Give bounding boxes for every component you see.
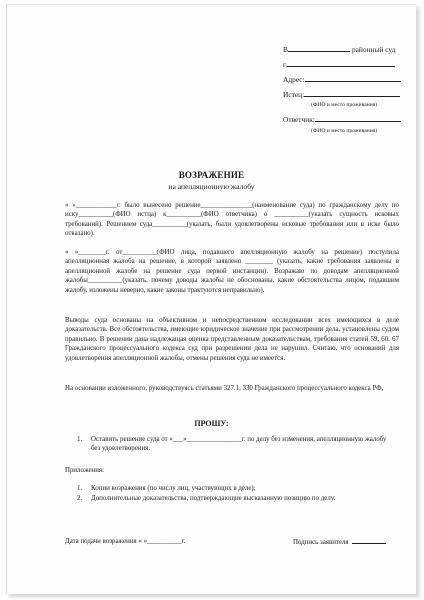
- paragraph-1: « »____________г. было вынесено решение_______________(наименование суда) по гражданскому делу по иску__________(ФИО истца) к__________(ФИО ответчика) о __________(указать сущность исковых требований). Решением суда__________(указать, были удовлетворены исковые требования или в иске было отказано).: [65, 202, 399, 238]
- attachment-text: Дополнительные доказательства, подтверждающие высказанную позицию по делу.: [91, 495, 336, 502]
- paragraph-3: Выводы суда основаны на объективном и непосредственном исследовании всех имеющихся в деле доказательств. Все обстоятельства, имеющие юридическое значение при рассмотрении дела, установлены судом правильно. В решении дана надлежащая оценка представленным доказательствам, требования статей 59, 60, 67 Гражданского процессуального кодекса суд при разрешении дела не нарушил. Считаю, что оснований для удовлетворения апелляционной жалобы, отмены решения суда не имеется.: [65, 317, 399, 362]
- address-blank[interactable]: [305, 75, 401, 82]
- date-of-filing: Дата подачи возражения « »__________г.: [65, 538, 186, 545]
- plaintiff-blank[interactable]: [304, 90, 400, 97]
- address-label: Адрес:: [283, 75, 305, 84]
- city-line: [283, 60, 395, 69]
- plaintiff-hint: (ФИО и место проживания): [311, 102, 378, 108]
- address-line: [283, 75, 401, 84]
- court-label: районный суд: [351, 45, 396, 54]
- request-item-number: 1.: [77, 436, 83, 443]
- court-blank[interactable]: [288, 45, 350, 52]
- request-heading: ПРОШУ:: [194, 419, 229, 428]
- plaintiff-line: [283, 90, 400, 99]
- document-title: ВОЗРАЖЕНИЕ: [178, 170, 245, 180]
- respondent-blank[interactable]: [315, 115, 401, 122]
- court-prefix: В: [283, 45, 288, 54]
- request-item-text: Оставить решение суда от «___»________________г. по делу без изменения, апелляционную жалобу без удовлетворения.: [91, 436, 387, 453]
- attachment-number: 2.: [77, 495, 83, 502]
- paragraph-2: « »________г. от__________(ФИО лица, подавшего апелляционную жалобу на решение) поступила апелляционная жалоба на решение, в которой заявлено ________ (указать, какие требования заявлены в апелляционной жалобе на решение суда первой инстанции). Возражаю по доводам апелляционной жалобы__________(указать, почему доводы жалобы не обоснованы, какие обстоятельства лицом, подавшим жалобу, изложены неверно, какие законы трактуются неправильно).: [65, 249, 399, 294]
- court-line: [283, 45, 395, 54]
- signature-line: [293, 537, 386, 547]
- attachment-text: Копии возражения (по числу лиц, участвующих в деле);: [91, 485, 256, 492]
- document-page: [6, 4, 416, 594]
- attachment-number: 1.: [77, 485, 83, 492]
- document-subtitle: на апелляционную жалобу: [168, 182, 255, 191]
- respondent-line: [283, 115, 401, 124]
- plaintiff-label: Истец:: [283, 90, 305, 99]
- attachments-heading: Приложения:: [65, 467, 105, 474]
- paragraph-4: На основании изложенного, руководствуясь статьями 327.1, 330 Гражданского процессуального кодекса РФ,: [65, 385, 384, 392]
- city-label: г.: [283, 60, 288, 69]
- signature-blank[interactable]: [352, 537, 386, 544]
- city-blank[interactable]: [287, 60, 395, 67]
- signature-label: Подпись заявителя: [293, 539, 349, 546]
- respondent-hint: (ФИО и место проживания): [311, 128, 378, 134]
- respondent-label: Ответчик:: [283, 115, 315, 124]
